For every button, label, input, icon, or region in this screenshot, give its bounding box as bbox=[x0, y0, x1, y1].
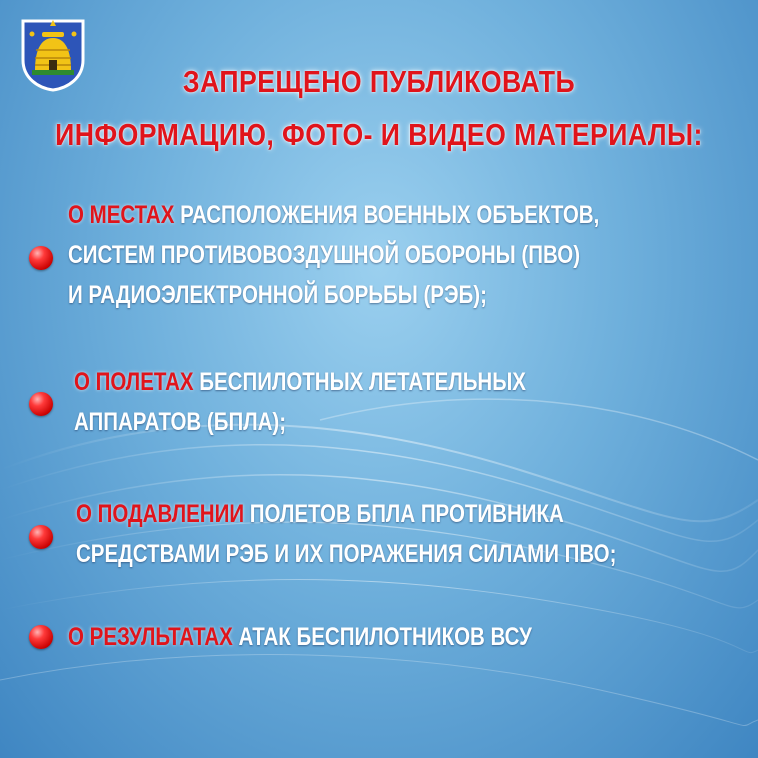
item-highlight: О МЕСТАХ bbox=[68, 201, 175, 229]
red-bullet-icon bbox=[29, 625, 53, 649]
red-bullet-icon bbox=[29, 246, 53, 270]
red-bullet-icon bbox=[29, 392, 53, 416]
title-line-1: ЗАПРЕЩЕНО ПУБЛИКОВАТЬ bbox=[182, 64, 576, 99]
item-text: И РАДИОЭЛЕКТРОННОЙ БОРЬБЫ (РЭБ); bbox=[68, 281, 487, 309]
red-bullet-icon bbox=[29, 525, 53, 549]
item-text: СИСТЕМ ПРОТИВОВОЗДУШНОЙ ОБОРОНЫ (ПВО) bbox=[68, 241, 581, 269]
title-line-2: ИНФОРМАЦИЮ, ФОТО- И ВИДЕО МАТЕРИАЛЫ: bbox=[55, 117, 703, 152]
item-highlight: О ПОЛЕТАХ bbox=[74, 368, 194, 396]
item-highlight: О РЕЗУЛЬТАТАХ bbox=[68, 623, 233, 651]
item-text: БЕСПИЛОТНЫХ ЛЕТАТЕЛЬНЫХ bbox=[193, 368, 526, 396]
item-highlight: О ПОДАВЛЕНИИ bbox=[76, 500, 245, 528]
item-text: ПОЛЕТОВ БПЛА ПРОТИВНИКА bbox=[244, 500, 564, 528]
item-text: АППАРАТОВ (БПЛА); bbox=[74, 408, 287, 436]
item-text: СРЕДСТВАМИ РЭБ И ИХ ПОРАЖЕНИЯ СИЛАМИ ПВО; bbox=[76, 540, 617, 568]
item-text: АТАК БЕСПИЛОТНИКОВ ВСУ bbox=[232, 623, 532, 651]
item-text: РАСПОЛОЖЕНИЯ ВОЕННЫХ ОБЪЕКТОВ, bbox=[174, 201, 600, 229]
